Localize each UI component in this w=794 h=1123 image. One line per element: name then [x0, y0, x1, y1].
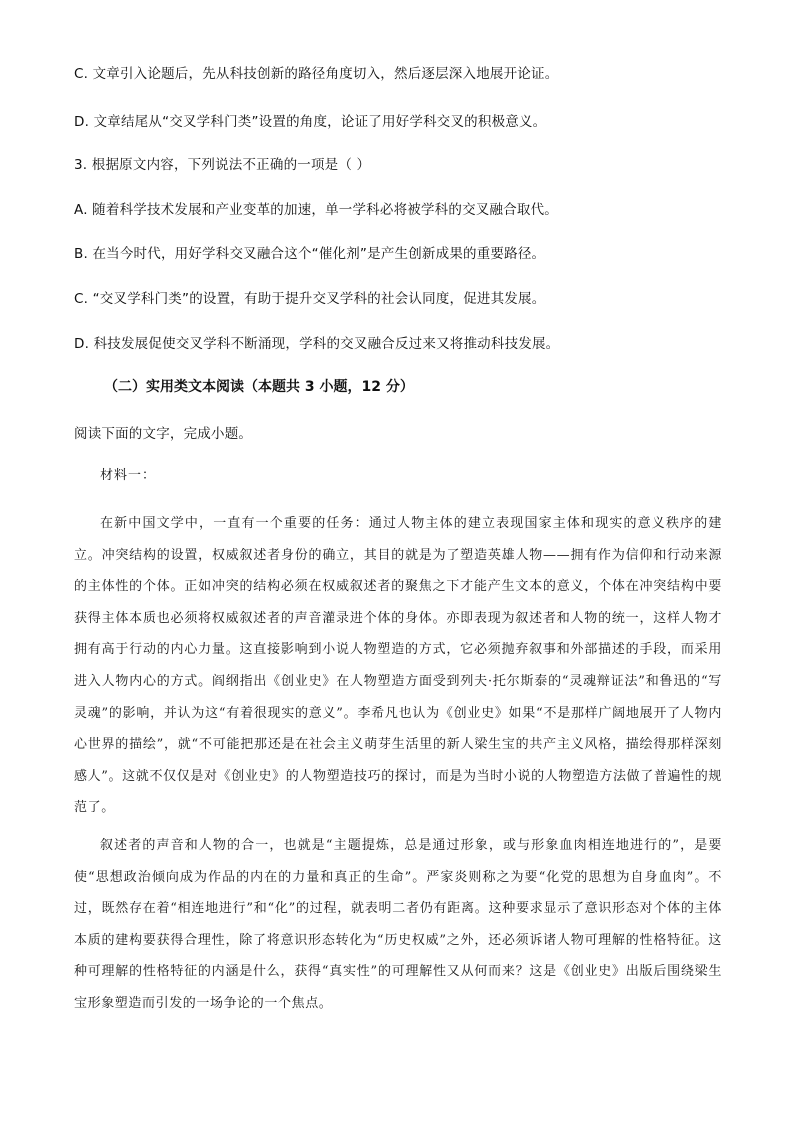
question3-option-c: C. “交叉学科门类”的设置，有助于提升交叉学科的社会认同度，促进其发展。	[74, 291, 546, 307]
question2-option-c: C. 文章引入论题后，先从科技创新的路径角度切入，然后逐层深入地展开论证。	[74, 66, 559, 82]
material-label: 材料一：	[100, 468, 157, 483]
question3-option-d: D. 科技发展促使交叉学科不断涌现，学科的交叉融合反过来又将推动科技发展。	[74, 336, 560, 352]
question3-stem: 3. 根据原文内容，下列说法不正确的一项是（ ）	[74, 157, 371, 173]
reading-instruction: 阅读下面的文字，完成小题。	[74, 426, 253, 442]
section-title: （二）实用类文本阅读（本题共 3 小题，12 分）	[104, 379, 414, 395]
question3-option-b: B. 在当今时代，用好学科交叉融合这个“催化剂”是产生创新成果的重要路径。	[74, 246, 546, 262]
paragraph-2: 叙述者的声音和人物的合一，也就是“主题提炼，总是通过形象，或与形象血肉相连地进行的”，是要使“思想政治倾向成为作品的内在的力量和真正的生命”。严家炎则称之为要“化党的思想为自身血肉”。不过，既然存在着“相连地进行”和“化”的过程，就表明二者仍有距离。这种要求显示了意识形态对个体的主体本质的建构要获得合理性，除了将意识形态转化为“历史权威”之外，还必须诉诸人物可理解的性格特征。这种可理解的性格特征的内涵是什么，获得“真实性”的可理解性又从何而来？这是《创业史》出版后围绕梁生宝形象塑造而引发的一场争论的一个焦点。	[74, 838, 722, 1011]
paragraph-1: 在新中国文学中，一直有一个重要的任务：通过人物主体的建立表现国家主体和现实的意义秩序的建立。冲突结构的设置，权威叙述者身份的确立，其目的就是为了塑造英雄人物——拥有作为信仰和行动来源的主体性的个体。正如冲突的结构必须在权威叙述者的聚焦之下才能产生文本的意义，个体在冲突结构中要获得主体本质也必须将权威叙述者的声音灌录进个体的身体。亦即表现为叙述者和人物的统一，这样人物才拥有高于行动的内心力量。这直接影响到小说人物塑造的方式，它必须抛弃叙事和外部描述的手段，而采用进入人物内心的方式。阎纲指出《创业史》在人物塑造方面受到列夫·托尔斯泰的“灵魂辩证法”和鲁迅的“写灵魂”的影响，并认为这“有着很现实的意义”。李希凡也认为《创业史》如果“不是那样广阔地展开了人物内心世界的描绘”，就“不可能把那还是在社会主义萌芽生活里的新人梁生宝的共产主义风格，描绘得那样深刻感人”。这就不仅仅是对《创业史》的人物塑造技巧的探讨，而是为当时小说的人物塑造方法做了普遍性的规范了。	[74, 516, 722, 816]
question3-option-a: A. 随着科学技术发展和产业变革的加速，单一学科必将被学科的交叉融合取代。	[74, 202, 558, 218]
question2-option-d: D. 文章结尾从“交叉学科门类”设置的角度，论证了用好学科交叉的积极意义。	[74, 114, 547, 130]
